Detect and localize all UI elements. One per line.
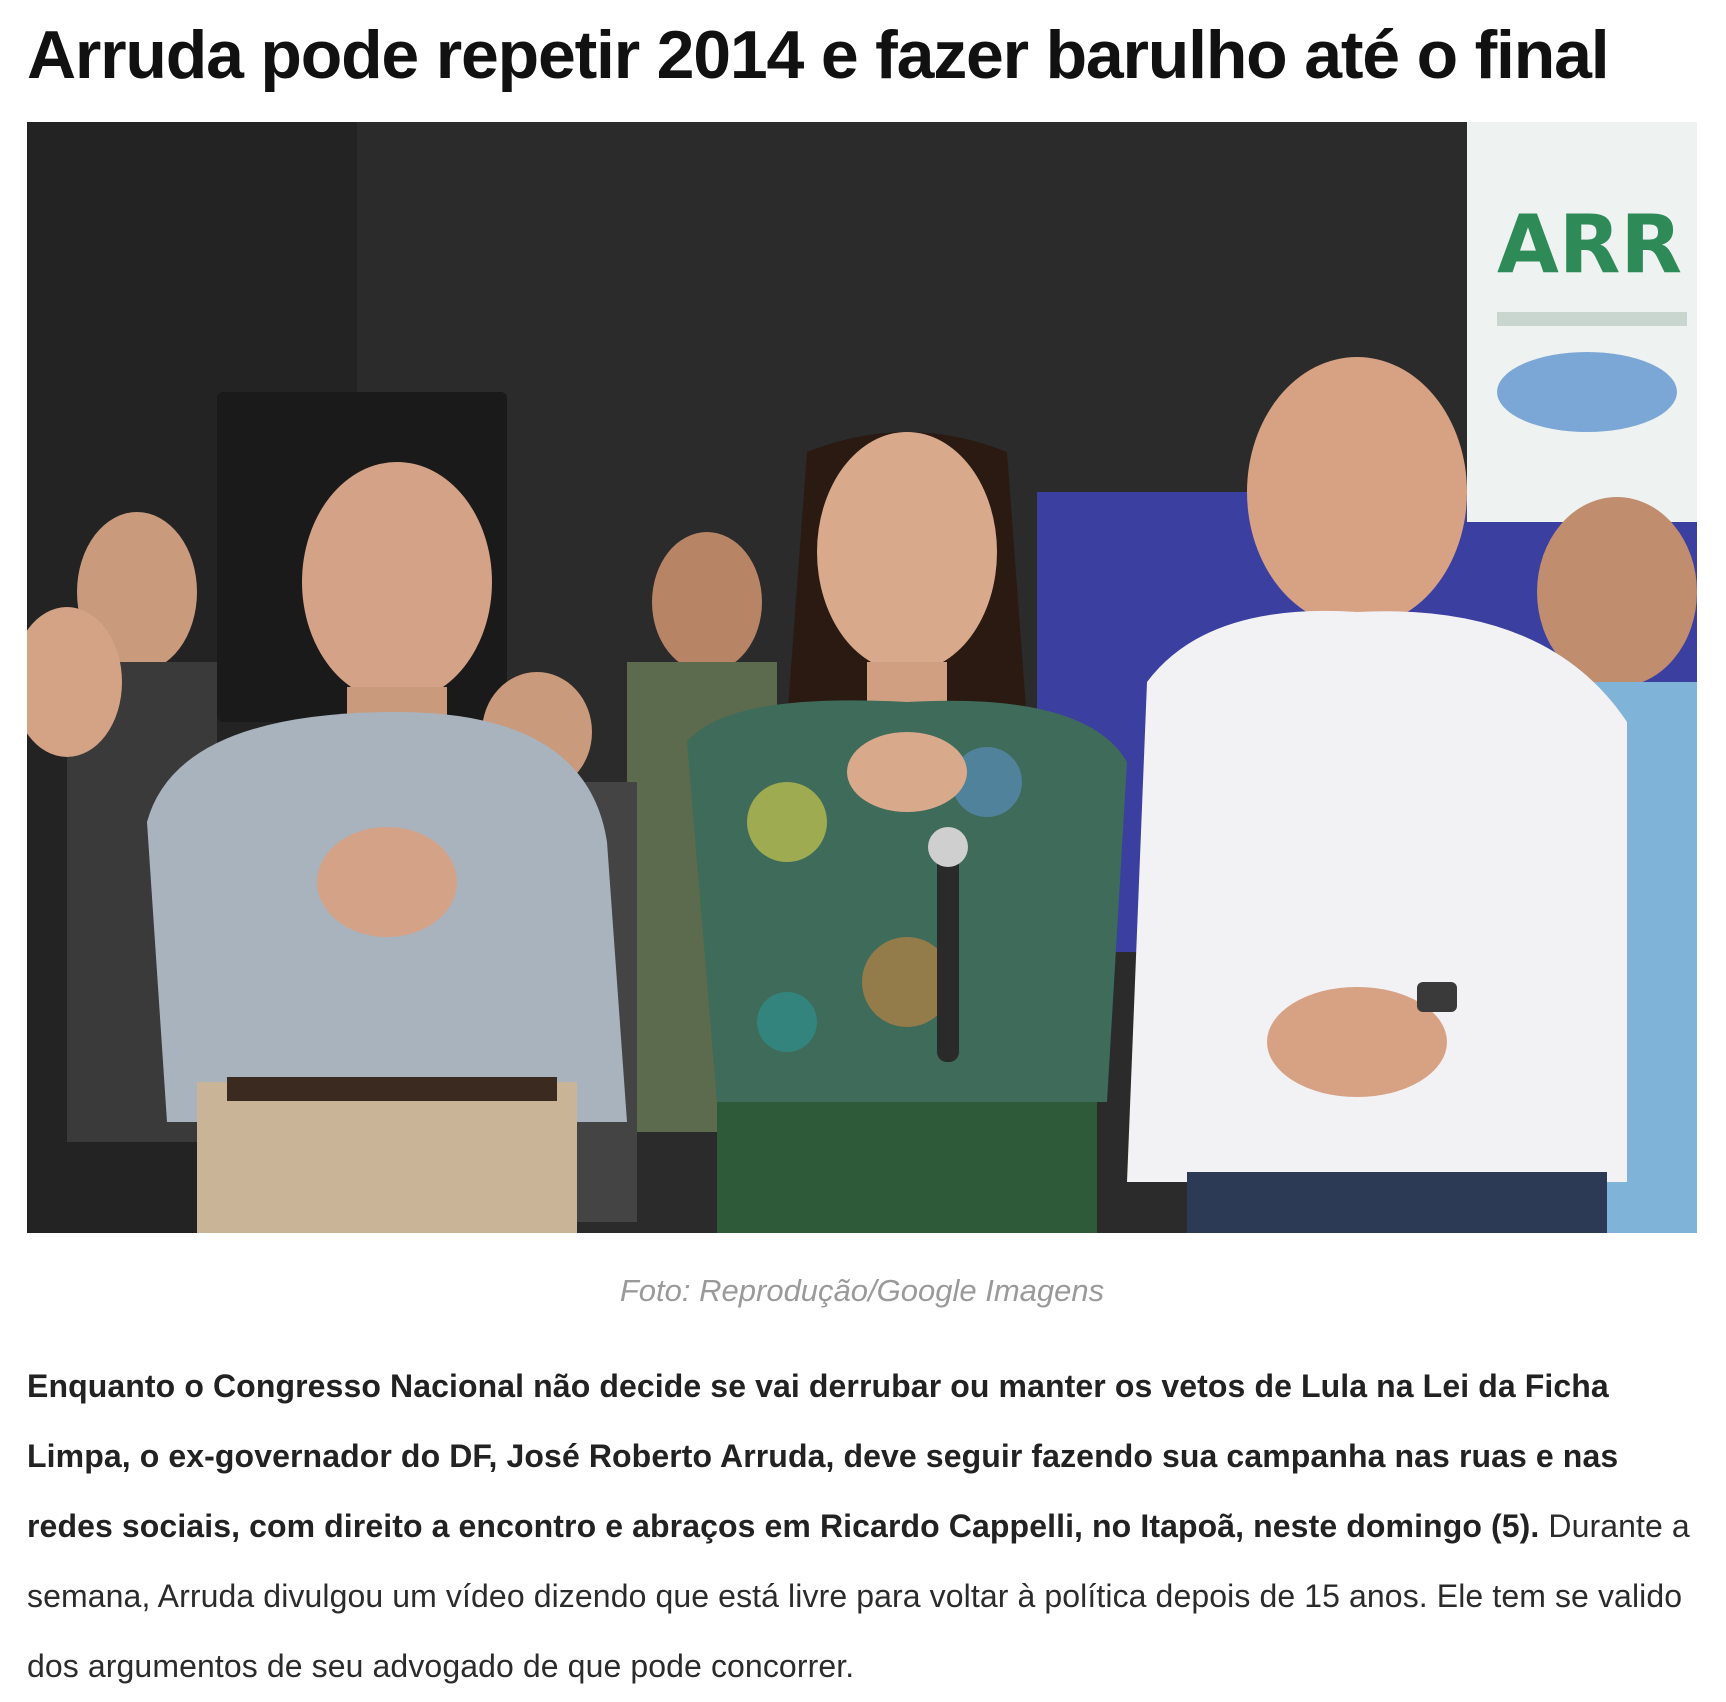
microphone <box>937 842 959 1062</box>
person-left-face <box>302 462 492 702</box>
article-headline: Arruda pode repetir 2014 e fazer barulho até o final <box>27 17 1609 93</box>
article-body-text: Durante a semana, Arruda divulgou um vídeo dizendo que está livre para voltar à política depois de 15 anos. Ele tem se valido dos argumentos de seu advogado de que pode concorrer. <box>27 1508 1690 1684</box>
article-body <box>27 1351 1697 1701</box>
article-lead: Enquanto o Congresso Nacional não decide se vai derrubar ou manter os vetos de Lula na Lei da Ficha Limpa, o ex-governador do DF, José Roberto Arruda, deve seguir fazendo sua campanha nas ruas e nas redes sociais, com direito a encontro e abraços em Ricardo Cappelli, no Itapoã, neste domingo (5). <box>27 1368 1619 1544</box>
article <box>27 0 1697 1701</box>
person-center-face <box>817 432 997 672</box>
person-right-face <box>1247 357 1467 627</box>
banner-text: ARR <box>1497 198 1683 291</box>
article-photo <box>27 122 1697 1233</box>
photo-caption: Foto: Reprodução/Google Imagens <box>619 1273 1105 1308</box>
photo-illustration <box>27 122 1697 1233</box>
person-right-shirt <box>1127 611 1627 1182</box>
